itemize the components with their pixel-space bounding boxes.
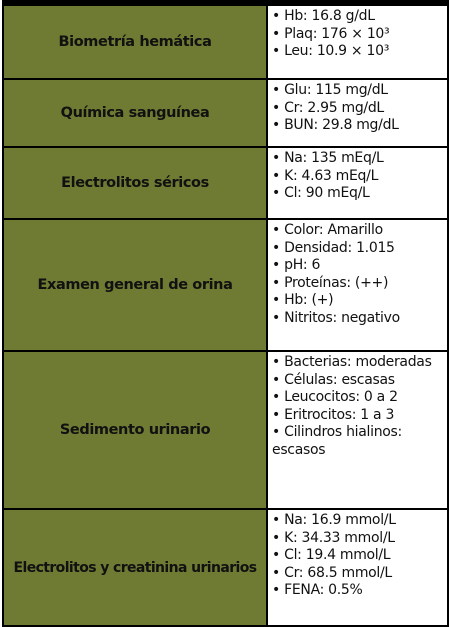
value-item: • Células: escasas bbox=[272, 371, 395, 388]
value-item: • Eritrocitos: 1 a 3 bbox=[272, 406, 395, 423]
row-label: Sedimento urinario bbox=[2, 352, 268, 508]
value-item: • K: 4.63 mEq/L bbox=[272, 167, 379, 184]
value-item: • Bacterias: moderadas bbox=[272, 354, 432, 370]
row-values bbox=[268, 80, 449, 146]
table-row-electrolitos bbox=[2, 148, 449, 218]
value-item: • Glu: 115 mg/dL bbox=[272, 82, 388, 98]
value-item: • pH: 6 bbox=[272, 257, 321, 273]
table-row-examen-orina bbox=[2, 220, 449, 350]
value-item: • Hb: (+) bbox=[272, 292, 334, 308]
value-item: • Na: 16.9 mmol/L bbox=[272, 512, 396, 528]
value-item: • Proteínas: (++) bbox=[272, 274, 389, 291]
value-item: • Nitritos: negativo bbox=[272, 309, 400, 326]
row-label: Electrolitos y creatinina urinarios bbox=[2, 510, 268, 625]
value-item: • Cl: 90 mEq/L bbox=[272, 185, 370, 201]
row-values bbox=[268, 352, 449, 508]
value-item: • BUN: 29.8 mg/dL bbox=[272, 117, 399, 133]
row-label: Examen general de orina bbox=[2, 220, 268, 350]
value-item: • FENA: 0.5% bbox=[272, 582, 363, 598]
value-item: • Na: 135 mEq/L bbox=[272, 150, 384, 166]
table-row-electrolitos-urinarios bbox=[2, 510, 449, 625]
row-label: Biometría hemática bbox=[2, 6, 268, 78]
value-item: • Plaq: 176 × 10³ bbox=[272, 25, 390, 42]
row-values bbox=[268, 6, 449, 78]
value-item: • Cr: 2.95 mg/dL bbox=[272, 99, 384, 116]
value-item: • Hb: 16.8 g/dL bbox=[272, 8, 375, 24]
row-label: Química sanguínea bbox=[2, 80, 268, 146]
value-item: • K: 34.33 mmol/L bbox=[272, 529, 395, 546]
table-row-sedimento bbox=[2, 352, 449, 508]
value-item: • Cilindros hialinos: escasos bbox=[272, 424, 402, 458]
row-label: Electrolitos séricos bbox=[2, 148, 268, 218]
row-values bbox=[268, 510, 449, 625]
row-values bbox=[268, 220, 449, 350]
value-item: • Densidad: 1.015 bbox=[272, 239, 395, 256]
value-item: • Cr: 68.5 mmol/L bbox=[272, 564, 392, 581]
value-item: • Cl: 19.4 mmol/L bbox=[272, 547, 391, 563]
value-item: • Leucocitos: 0 a 2 bbox=[272, 389, 398, 405]
value-item: • Leu: 10.9 × 10³ bbox=[272, 43, 390, 59]
value-item: • Color: Amarillo bbox=[272, 222, 383, 238]
table-row-biometria bbox=[2, 6, 449, 78]
lab-results-table bbox=[2, 0, 449, 627]
row-values bbox=[268, 148, 449, 218]
table-row-quimica bbox=[2, 80, 449, 146]
